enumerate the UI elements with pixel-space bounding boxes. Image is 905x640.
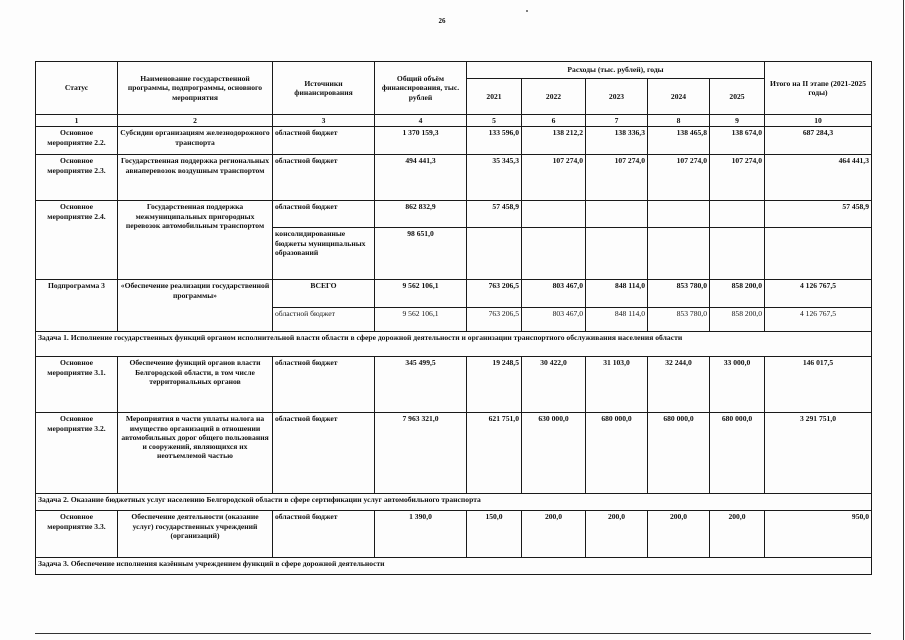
row-source: областной бюджет [273, 201, 375, 228]
table-row [36, 280, 872, 308]
task-1-heading: Задача 1. Исполнение государственных функций органом исполнительной власти области в сфере дорожной деятельности и организации транспортного обслуживания населения области [36, 332, 872, 357]
row-status: Основное мероприятие 3.3. [36, 511, 118, 558]
row-2025: 858 200,0 [710, 280, 765, 308]
row-total: 345 499,5 [375, 357, 467, 413]
row-total: 9 562 106,1 [375, 308, 467, 332]
col-number: 10 [765, 115, 872, 127]
col-number: 9 [710, 115, 765, 127]
table-row [36, 511, 872, 558]
row-2024 [648, 228, 710, 280]
row-name: Обеспечение деятельности (оказание услуг) государственных учреждений (организаций) [118, 511, 273, 558]
row-2022: 803 467,0 [522, 308, 586, 332]
col-number: 3 [273, 115, 375, 127]
header-sources: Источники финансирования [273, 62, 375, 115]
row-2025: 107 274,0 [710, 155, 765, 201]
row-source: областной бюджет [273, 155, 375, 201]
page-number: 26 [438, 17, 446, 25]
header-expenses: Расходы (тыс. рублей), годы [467, 62, 765, 79]
task-row [36, 494, 872, 511]
row-source: областной бюджет [273, 511, 375, 558]
header-name: Наименование государственной программы, подпрограммы, основного мероприятия [118, 62, 273, 115]
scan-speck [526, 10, 528, 12]
col-number: 1 [36, 115, 118, 127]
row-2025: 200,0 [710, 511, 765, 558]
row-2023: 31 103,0 [586, 357, 648, 413]
col-number: 5 [467, 115, 522, 127]
row-total: 494 441,3 [375, 155, 467, 201]
row-2021: 133 596,0 [467, 127, 522, 155]
row-2023: 848 114,0 [586, 308, 648, 332]
task-3-heading: Задача 3. Обеспечение исполнения казённым учреждением функций в сфере дорожной деятельности [36, 558, 872, 575]
row-2024 [648, 201, 710, 228]
row-source: областной бюджет [273, 127, 375, 155]
row-2023: 107 274,0 [586, 155, 648, 201]
row-2022 [522, 201, 586, 228]
row-source: областной бюджет [273, 308, 375, 332]
row-name: Субсидии организациям железнодорожного транспорта [118, 127, 273, 155]
row-2025: 33 000,0 [710, 357, 765, 413]
row-status: Подпрограмма 3 [36, 280, 118, 332]
col-number: 2 [118, 115, 273, 127]
row-2022: 630 000,0 [522, 413, 586, 494]
header-year: 2021 [467, 79, 522, 115]
row-status: Основное мероприятие 2.4. [36, 201, 118, 280]
row-2021: 150,0 [467, 511, 522, 558]
header-total: Общий объём финансирования, тыс. рублей [375, 62, 467, 115]
row-source: областной бюджет [273, 357, 375, 413]
row-2022: 30 422,0 [522, 357, 586, 413]
scan-edge-right [903, 0, 904, 640]
row-2022 [522, 228, 586, 280]
task-row [36, 558, 872, 575]
scan-edge-bottom [35, 633, 871, 634]
row-2022: 138 212,2 [522, 127, 586, 155]
row-status: Основное мероприятие 2.2. [36, 127, 118, 155]
row-stage-total [765, 228, 872, 280]
row-total: 1 390,0 [375, 511, 467, 558]
row-2021: 57 458,9 [467, 201, 522, 228]
row-2024: 32 244,0 [648, 357, 710, 413]
row-2022: 200,0 [522, 511, 586, 558]
task-2-heading: Задача 2. Оказание бюджетных услуг населению Белгородской области в сфере сертификации услуг автомобильного транспорта [36, 494, 872, 511]
row-2023: 200,0 [586, 511, 648, 558]
col-number: 8 [648, 115, 710, 127]
row-2023: 138 336,3 [586, 127, 648, 155]
financing-table [35, 61, 872, 575]
row-2021: 35 345,3 [467, 155, 522, 201]
row-2025 [710, 228, 765, 280]
row-2022: 107 274,0 [522, 155, 586, 201]
row-2021: 763 206,5 [467, 308, 522, 332]
table-row [36, 201, 872, 228]
row-source: ВСЕГО [273, 280, 375, 308]
header-status: Статус [36, 62, 118, 115]
row-2024: 853 780,0 [648, 308, 710, 332]
row-2022: 803 467,0 [522, 280, 586, 308]
column-number-row [36, 115, 872, 127]
row-2021: 763 206,5 [467, 280, 522, 308]
row-status: Основное мероприятие 2.3. [36, 155, 118, 201]
row-stage-total: 687 284,3 [765, 127, 872, 155]
row-2023 [586, 228, 648, 280]
col-number: 6 [522, 115, 586, 127]
row-name: Государственная поддержка межмуниципальных пригородных перевозок автомобильным транспортом [118, 201, 273, 280]
row-2024: 853 780,0 [648, 280, 710, 308]
row-stage-total: 4 126 767,5 [765, 280, 872, 308]
row-total: 862 832,9 [375, 201, 467, 228]
row-2025: 858 200,0 [710, 308, 765, 332]
row-name: Мероприятия в части уплаты налога на имущество организаций в отношении автомобильных дорог общего пользования и сооружений, являющихся их неотъемлемой частью [118, 413, 273, 494]
row-stage-total: 464 441,3 [765, 155, 872, 201]
header-year: 2024 [648, 79, 710, 115]
row-2021: 19 248,5 [467, 357, 522, 413]
col-number: 4 [375, 115, 467, 127]
row-source: областной бюджет [273, 413, 375, 494]
table-row [36, 413, 872, 494]
row-stage-total: 950,0 [765, 511, 872, 558]
row-source: консолидированные бюджеты муниципальных образований [273, 228, 375, 280]
header-year: 2025 [710, 79, 765, 115]
row-2023: 848 114,0 [586, 280, 648, 308]
row-2024: 138 465,8 [648, 127, 710, 155]
row-name: Обеспечение функций органов власти Белгородской области, в том числе территориальных органов [118, 357, 273, 413]
row-total: 9 562 106,1 [375, 280, 467, 308]
row-status: Основное мероприятие 3.1. [36, 357, 118, 413]
row-total: 98 651,0 [375, 228, 467, 280]
table-row [36, 155, 872, 201]
row-stage-total: 4 126 767,5 [765, 308, 872, 332]
row-2025 [710, 201, 765, 228]
row-stage-total: 3 291 751,0 [765, 413, 872, 494]
row-stage-total: 146 017,5 [765, 357, 872, 413]
header-year: 2023 [586, 79, 648, 115]
task-row [36, 332, 872, 357]
table-row [36, 357, 872, 413]
row-2025: 680 000,0 [710, 413, 765, 494]
row-2024: 680 000,0 [648, 413, 710, 494]
row-2024: 200,0 [648, 511, 710, 558]
row-2023: 680 000,0 [586, 413, 648, 494]
row-2023 [586, 201, 648, 228]
row-status: Основное мероприятие 3.2. [36, 413, 118, 494]
row-2021 [467, 228, 522, 280]
row-name: «Обеспечение реализации государственной программы» [118, 280, 273, 332]
row-total: 7 963 321,0 [375, 413, 467, 494]
row-2021: 621 751,0 [467, 413, 522, 494]
row-name: Государственная поддержка региональных авиаперевозок воздушным транспортом [118, 155, 273, 201]
header-year: 2022 [522, 79, 586, 115]
row-stage-total: 57 458,9 [765, 201, 872, 228]
header-stage-total: Итого на II этапе (2021-2025 годы) [765, 62, 872, 115]
col-number: 7 [586, 115, 648, 127]
row-total: 1 370 159,3 [375, 127, 467, 155]
row-2024: 107 274,0 [648, 155, 710, 201]
row-2025: 138 674,0 [710, 127, 765, 155]
table-row [36, 127, 872, 155]
